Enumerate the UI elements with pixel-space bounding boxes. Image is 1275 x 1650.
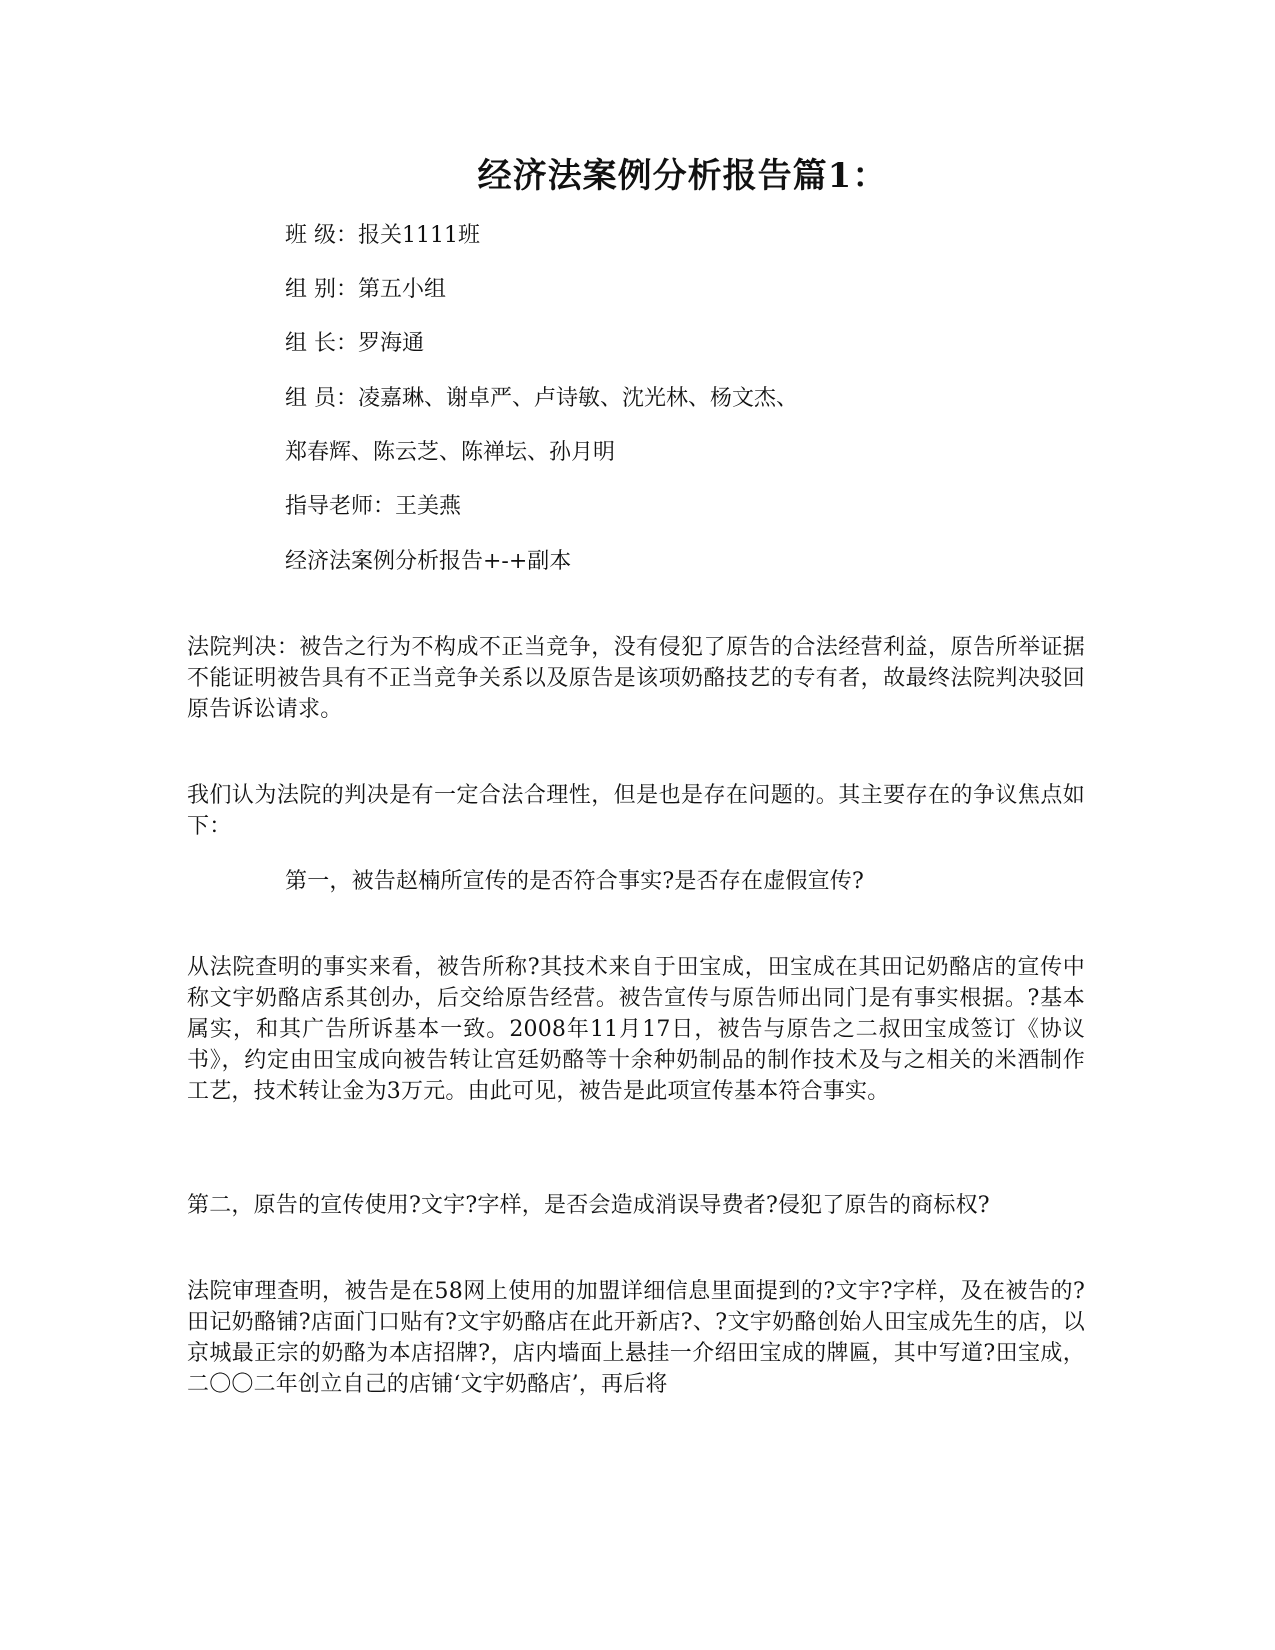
court-findings-paragraph: 法院审理查明，被告是在58网上使用的加盟详细信息里面提到的?文宇?字样，及在被告的?田记奶酪铺?店面门口贴有?文宇奶酪店在此开新店?、?文宇奶酪创始人田宝成先生的店，以京城最正宗的奶酪为本店招牌?，店内墙面上悬挂一介绍田宝成的牌匾，其中写道?田宝成，二〇〇二年创立自己的店铺‘文宇奶酪店’，再后将 xyxy=(187,1279,1085,1397)
first-issue-heading: 第一，被告赵楠所宣传的是否符合事实?是否存在虚假宣传? xyxy=(285,869,864,894)
court-verdict-paragraph: 法院判决：被告之行为不构成不正当竞争，没有侵犯了原告的合法经营利益，原告所举证据不能证明被告具有不正当竞争关系以及原告是该项奶酪技艺的专有者，故最终法院判决驳回原告诉讼请求。 xyxy=(187,635,1085,722)
document-title: 经济法案例分析报告篇1： xyxy=(477,156,888,196)
members-line: 组 员：凌嘉琳、谢卓严、卢诗敏、沈光林、杨文杰、 xyxy=(285,386,798,411)
members-line-continued: 郑春辉、陈云芝、陈禅坛、孙月明 xyxy=(285,440,616,465)
leader-line: 组 长：罗海通 xyxy=(285,331,424,356)
group-line: 组 别：第五小组 xyxy=(285,277,446,302)
class-line: 班 级：报关1111班 xyxy=(285,223,480,248)
advisor-line: 指导老师：王美燕 xyxy=(285,494,462,519)
copy-note-line: 经济法案例分析报告+-+副本 xyxy=(285,549,572,574)
dispute-intro-paragraph: 我们认为法院的判决是有一定合法合理性，但是也是存在问题的。其主要存在的争议焦点如下： xyxy=(187,783,1085,839)
first-issue-paragraph: 从法院查明的事实来看，被告所称?其技术来自于田宝成，田宝成在其田记奶酪店的宣传中称文宇奶酪店系其创办，后交给原告经营。被告宣传与原告师出同门是有事实根据。?基本属实，和其广告所诉基本一致。2008年11月17日，被告与原告之二叔田宝成签订《协议书》，约定由田宝成向被告转让宫廷奶酪等十余种奶制品的制作技术及与之相关的米酒制作工艺，技术转让金为3万元。由此可见，被告是此项宣传基本符合事实。 xyxy=(187,955,1085,1104)
second-issue-heading: 第二，原告的宣传使用?文宇?字样，是否会造成消误导费者?侵犯了原告的商标权? xyxy=(187,1193,990,1218)
